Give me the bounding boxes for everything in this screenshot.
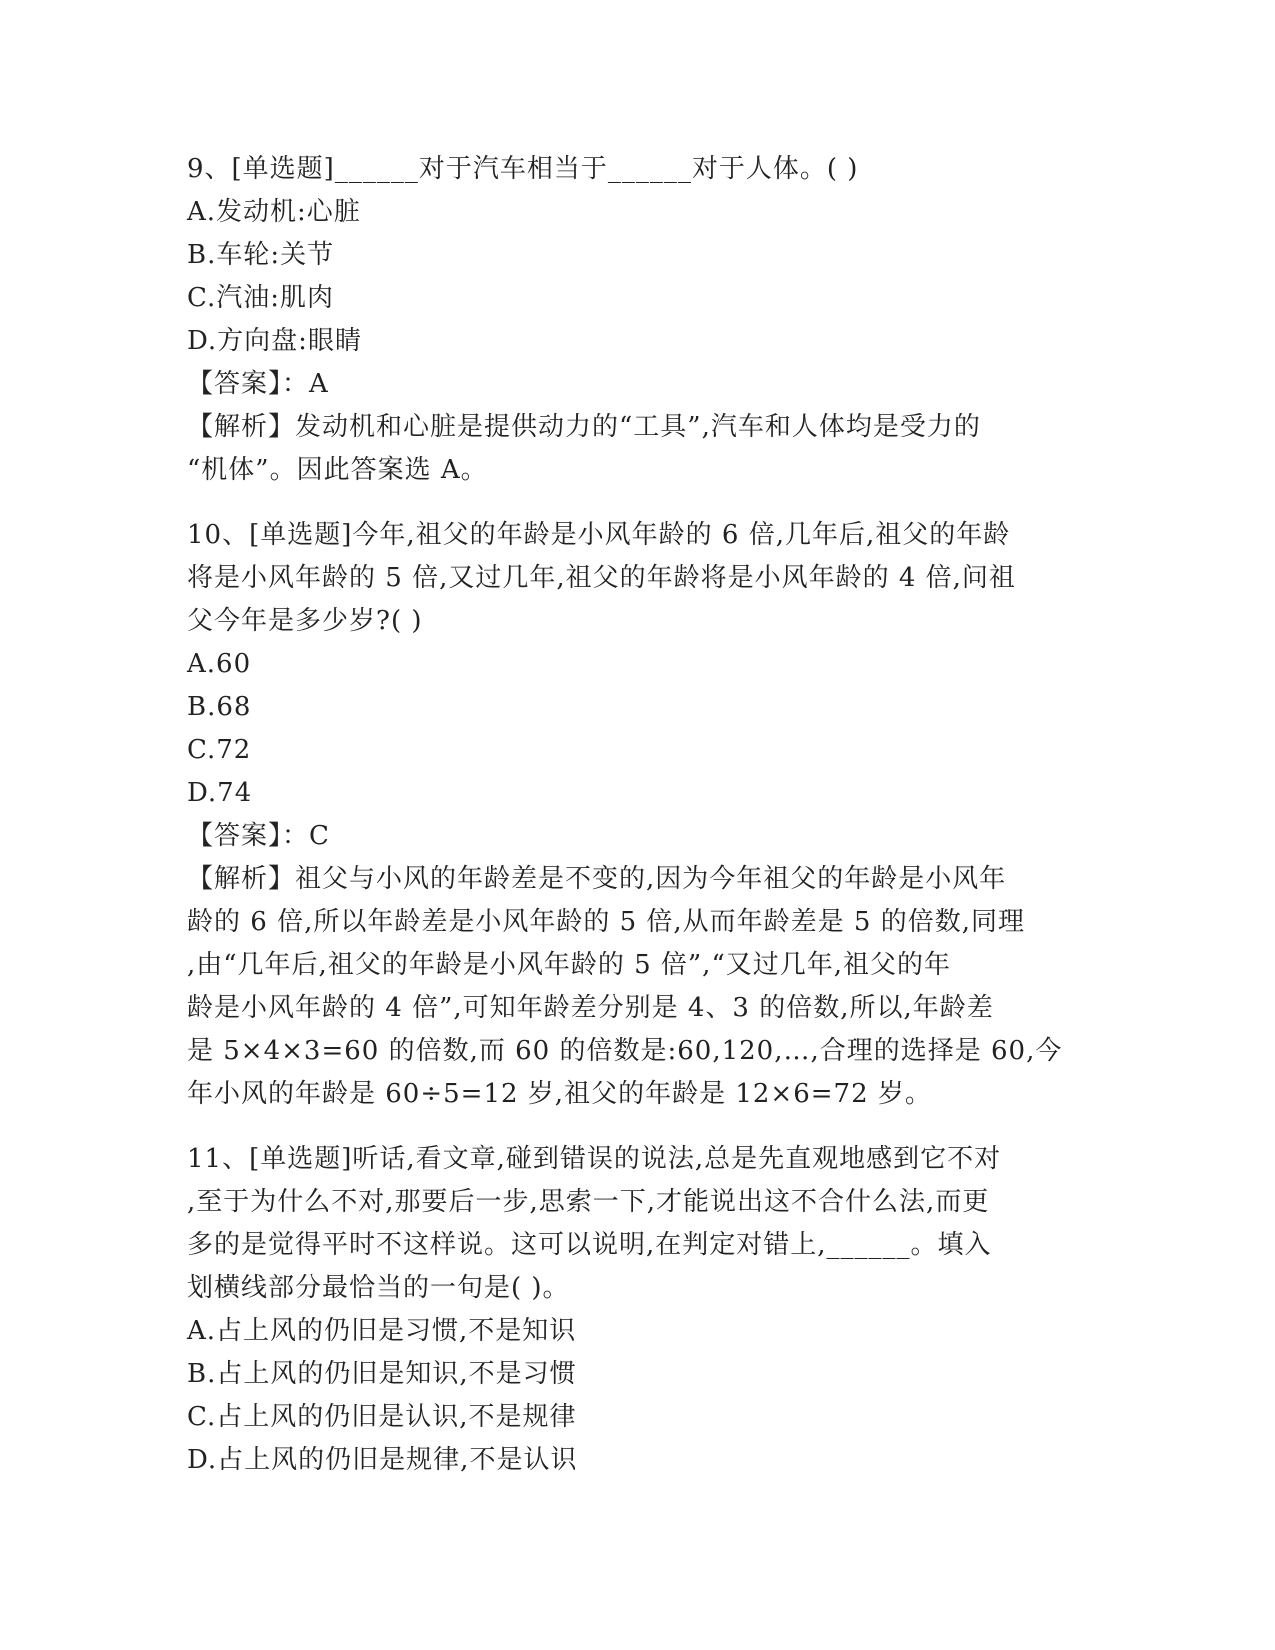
analysis-line: “机体”。因此答案选 A。 xyxy=(187,455,488,485)
option-c: C.汽油:肌肉 xyxy=(187,283,334,313)
question-stem-line: 将是小风年龄的 5 倍,又过几年,祖父的年龄将是小风年龄的 4 倍,问祖 xyxy=(187,563,1016,593)
document-page xyxy=(187,148,1087,1482)
option-d: D.74 xyxy=(187,778,253,808)
option-a: A.占上风的仍旧是习惯,不是知识 xyxy=(187,1316,577,1346)
question-stem-line: 11、[单选题]听话,看文章,碰到错误的说法,总是先直观地感到它不对 xyxy=(187,1144,1002,1174)
question-stem-line: 9、[单选题]______对于汽车相当于______对于人体。( ) xyxy=(187,154,859,184)
option-b: B.68 xyxy=(187,692,252,722)
answer-line: 【答案】：C xyxy=(187,821,330,851)
question-stem-line: 划横线部分最恰当的一句是( )。 xyxy=(187,1273,570,1303)
analysis-line: ,由“几年后,祖父的年龄是小风年龄的 5 倍”,“又过几年,祖父的年 xyxy=(187,950,952,980)
option-a: A.60 xyxy=(187,649,252,679)
analysis-line: 是 5×4×3=60 的倍数,而 60 的倍数是:60,120,…,合理的选择是 60,今 xyxy=(187,1036,1063,1066)
question-stem-line: 父今年是多少岁?( ) xyxy=(187,606,423,636)
option-b: B.占上风的仍旧是知识,不是习惯 xyxy=(187,1359,577,1389)
option-d: D.占上风的仍旧是规律,不是认识 xyxy=(187,1445,578,1475)
question-stem-line: ,至于为什么不对,那要后一步,思索一下,才能说出这不合什么法,而更 xyxy=(187,1187,990,1217)
option-b: B.车轮:关节 xyxy=(187,240,335,270)
analysis-line: 年小风的年龄是 60÷5=12 岁,祖父的年龄是 12×6=72 岁。 xyxy=(187,1079,932,1109)
option-c: C.72 xyxy=(187,735,252,765)
option-c: C.占上风的仍旧是认识,不是规律 xyxy=(187,1402,577,1432)
question-stem-line: 10、[单选题]今年,祖父的年龄是小风年龄的 6 倍,几年后,祖父的年龄 xyxy=(187,520,1011,550)
answer-line: 【答案】：A xyxy=(187,369,329,399)
analysis-line: 龄是小风年龄的 4 倍”,可知年龄差分别是 4、3 的倍数,所以,年龄差 xyxy=(187,993,994,1023)
option-d: D.方向盘:眼睛 xyxy=(187,326,362,356)
question-9 xyxy=(187,148,1087,492)
analysis-line: 龄的 6 倍,所以年龄差是小风年龄的 5 倍,从而年龄差是 5 的倍数,同理 xyxy=(187,907,1026,937)
option-a: A.发动机:心脏 xyxy=(187,197,361,227)
analysis-line: 【解析】祖父与小风的年龄差是不变的,因为今年祖父的年龄是小风年 xyxy=(187,864,1007,894)
question-stem-line: 多的是觉得平时不这样说。这可以说明,在判定对错上,______。填入 xyxy=(187,1230,992,1260)
question-10 xyxy=(187,514,1087,1116)
question-11 xyxy=(187,1138,1087,1482)
analysis-line: 【解析】发动机和心脏是提供动力的“工具”,汽车和人体均是受力的 xyxy=(187,412,981,442)
